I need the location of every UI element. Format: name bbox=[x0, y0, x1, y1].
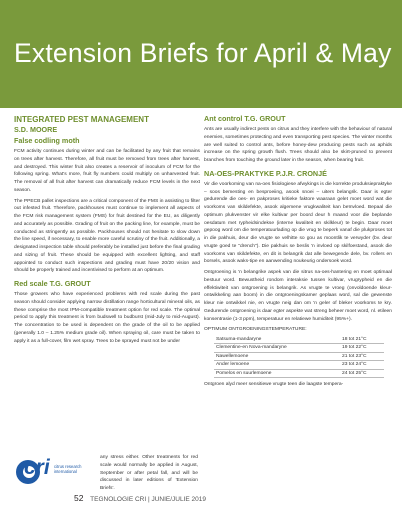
table-row bbox=[214, 369, 384, 377]
logo-letters: cri bbox=[24, 456, 50, 479]
temperature-cell: 23 tot 24°C bbox=[340, 361, 384, 369]
nageos-paragraph-1: Vir die voorkoming van na-oes fisiologiese afwykings is die korrekte produksiepraktyke – soos bemesting en besproeiing, asook snoei – uiters belangrik. Daar is egter gedurende die oes- en pakproses kritieke faktore waaraan gelet moet word wat die voorkoms van skildefekte, asook algemene vrugkwaliteit kan beïnvloed. Bepaal die optimum plukvenster vir elke kultivar per boord deur h maand voor die beplande oesdatum met rypheidsindekse (interne kwaliteit en skilkleur) te begin. Daar moet gepoog word om die temperatuurlading op die vrug te beperk vanaf die plukproses tot in die pakhuis, deur die vrugte se velhitte so gou as moontlik te verwyder (bv. deur vrugte goed te "drench"). Die pakhuis se beslis 'n invloed op skilfoestand, asook die voorkoms van skildefekte, en dit is belangrik dat alle bewegende dele, bv. rollers en borsels, asook waks-tipe en aanwending noukeurig ondersoek word. bbox=[204, 181, 392, 265]
temperature-cell: 21 tot 23°C bbox=[340, 352, 384, 360]
cultivar-cell: Ander lemoene bbox=[214, 361, 340, 369]
logo-tagline: citrus research international bbox=[54, 464, 82, 474]
cultivar-cell: Satsuma-mandaryne bbox=[214, 336, 340, 344]
temperature-table-body bbox=[214, 336, 384, 378]
table-row bbox=[214, 361, 384, 369]
redscale-title: Red scale bbox=[14, 279, 48, 288]
table-row bbox=[214, 344, 384, 352]
temperature-cell: 18 tot 21°C bbox=[340, 336, 384, 344]
nageos-paragraph-2: Ontgroening is 'n belangrike aspek van die sitrus na-oes-hantering en moet optimaal bestuur word. Bewustheid rondom interaksie tussen kultivar, vrugrypheid en die effektiwiteit van ontgroening is belangrik. As vrugte te vroeg (onvoldoende kleur-ontwikkeling aan boom) in die ontgroeningskamer geplaas word, sal die gewenste kleur nie ontwikkel nie, en vrugte neig dan om 'n geler of bleker voorkoms te kry. Gedurende ontgroening is daar egter aspekte wat streng beheer moet word, nl. etileen konsentrasie (1-3 ppm), temperatuur en relatiewe humiditeit (95%+). bbox=[204, 270, 392, 322]
redscale-heading bbox=[14, 279, 200, 289]
page-title: Extension Briefs for April & May bbox=[14, 38, 392, 68]
nageos-table-title: OPTIMUM ONTGROENINGSTEMPERATURE: bbox=[204, 327, 307, 333]
redscale-trailing bbox=[100, 454, 198, 496]
temperature-table bbox=[214, 336, 384, 378]
nageos-title: NA-OES-PRAKTYKE bbox=[204, 168, 274, 178]
redscale-paragraph-2: any stress either. Other treatments for red scale would normally be applied in August, September or after petal fall, and will be discussed in later editions of 'Extension Briefs'. bbox=[100, 455, 198, 491]
page-number: 52 bbox=[74, 493, 84, 503]
page-footer bbox=[74, 493, 206, 503]
antcontrol-paragraph: Ants are usually indirect pests on citrus and they interfere with the behaviour of natural enemies, sometimes protecting and even transporting pest species. The winter months are well suited to control ants, before honey-dew producing pests such as aphids increase on the spring growth flush. Trees should also be skirt-pruned to prevent branches from touching the ground later in the season, when bearing fruit. bbox=[204, 127, 392, 163]
ipm-author: S.D. MOORE bbox=[14, 125, 58, 134]
fcm-paragraph-1: FCM activity continues during winter and can be facilitated by any fruit that remains on trees after harvest. Therefore, all fruit must be removed from trees after harvest, and destroyed. This winter fruit also creates a reservoir of inoculum of FCM for the following spring. What's more, fruit fly numbers could multiply on unharvested fruit. The removal of all fruit after harvest can dramatically reduce FCM levels in the next season. bbox=[14, 149, 200, 193]
temperature-cell: 24 tot 25°C bbox=[340, 369, 384, 377]
nageos-author: P.J.R. CRONJÉ bbox=[275, 168, 327, 178]
cultivar-cell: Nawellemoene bbox=[214, 352, 340, 360]
header-banner bbox=[0, 0, 402, 108]
temperature-cell: 19 tot 22°C bbox=[340, 344, 384, 352]
redscale-author: T.G. GROUT bbox=[49, 279, 91, 288]
right-column bbox=[204, 114, 392, 392]
table-row bbox=[214, 352, 384, 360]
table-row bbox=[214, 336, 384, 344]
nageos-paragraph-3: Ontgroen alyd meer sensitiewe vrugte teen die laagste tempera- bbox=[204, 382, 344, 388]
antcontrol-author: T.G. GROUT bbox=[244, 114, 286, 123]
nageos-heading bbox=[204, 169, 392, 179]
cri-logo bbox=[14, 454, 94, 490]
cultivar-cell: Pomelos en suurlemoene bbox=[214, 369, 340, 377]
fcm-paragraph-2: The PPECB pallet inspections are a critical component of the FMS in assisting to filter out infested fruit. Therefore, packhouses must continue to implement all aspects of the FCM risk management system (FMS) for fruit destined for the EU, as diligently and accurately as possible. Grading of fruit on the packing line, for example, must be conducted as stringently as possible. Packhouses should not hesitate to slow down the line speed, if necessary, to enable more careful scrutiny of the fruit. Additionally, a designated inspection table should preferably be installed just before the final grading and sizing of fruit. These should be equipped with excellent lighting, and staff appointed to conduct such inspections and grading must have 20/20 vision and should be properly trained and incentivised to perform at an optimum. bbox=[14, 198, 200, 274]
antcontrol-title: Ant control bbox=[204, 114, 243, 123]
fcm-subheading: False codling moth bbox=[14, 136, 80, 145]
redscale-paragraph-1: Those growers who have experienced problems with red scale during the past season should consider applying narrow distillation range horticultural mineral oils, as these comprise the most IPM-compatible treatment option for red scale. The optimal period to apply this treatment is from budswell to budburst (mid-July to mid-August). The concentration to be used is dependent on the grade of the oil to be applied (generally 1.0 – 1.25% medium grade oil). When spraying oil, care must be taken to apply it as a full-cover, film wet spray. Trees to be sprayed must not be under bbox=[14, 292, 200, 344]
footer-text: TEGNOLOGIE CRI | JUNIE/JULIE 2019 bbox=[90, 496, 207, 503]
left-column bbox=[14, 114, 200, 348]
antcontrol-heading bbox=[204, 114, 392, 124]
ipm-heading: INTEGRATED PEST MANAGEMENT bbox=[14, 115, 149, 124]
cultivar-cell: Clementine-en Nova-mandaryne bbox=[214, 344, 340, 352]
